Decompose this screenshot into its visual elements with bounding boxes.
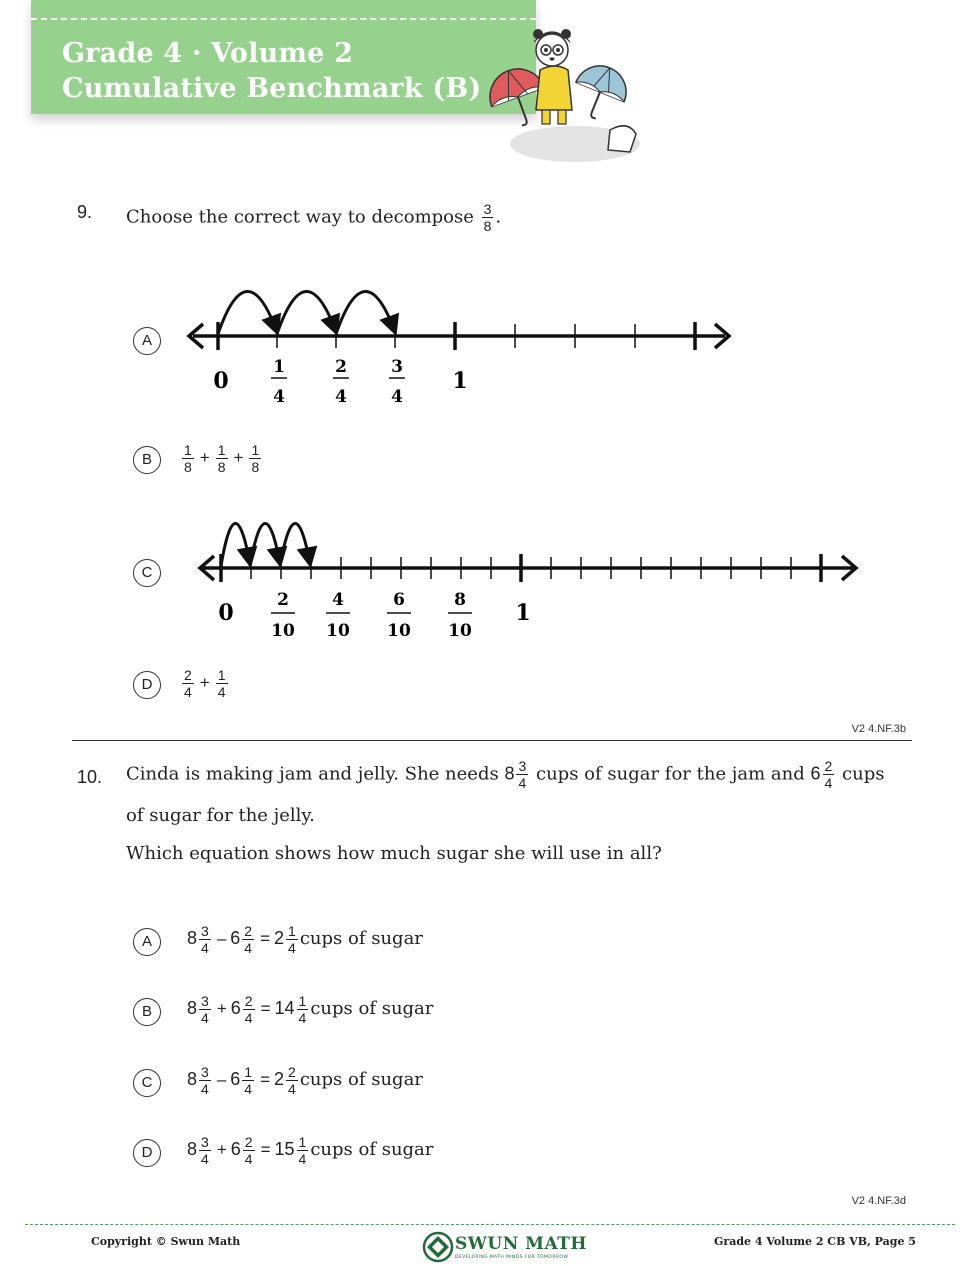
plus-sign: + <box>233 447 244 467</box>
num: 1 <box>298 993 307 1009</box>
label-3-4-num: 3 <box>391 357 403 377</box>
whole: 8 <box>187 997 198 1018</box>
jump-arc-2 <box>277 291 336 334</box>
den: 4 <box>244 1010 253 1026</box>
label-1-4-den: 4 <box>273 387 285 407</box>
q10-choice-b-equation[interactable] <box>187 993 433 1026</box>
q10-text-c: cups <box>842 763 885 785</box>
den: 4 <box>201 1010 209 1026</box>
q9-choice-a-number-line[interactable] <box>185 268 745 418</box>
q9-choice-b-bubble[interactable]: B <box>133 446 161 474</box>
mixed2-fraction <box>823 758 835 791</box>
footer-dashed-line <box>25 1224 955 1225</box>
whole: 6 <box>230 997 241 1018</box>
den: 4 <box>201 1151 209 1167</box>
jump-arc-1 <box>218 291 277 334</box>
title-line-2: Cumulative Benchmark (B) <box>62 73 482 104</box>
footer-logo-tagline: DEVELOPING MATH MINDS FOR TOMORROW <box>455 1255 569 1260</box>
unit: cups of sugar <box>310 997 434 1019</box>
q9-prompt <box>126 201 501 234</box>
equals: = <box>260 928 271 948</box>
page-title <box>62 36 481 106</box>
q9-choice-b-expression[interactable] <box>180 442 263 475</box>
operator: + <box>216 1139 227 1159</box>
q9-number: 9. <box>77 202 93 222</box>
unit: cups of sugar <box>299 1068 423 1090</box>
num: 2 <box>184 667 192 683</box>
label-2-10-num: 2 <box>277 590 289 610</box>
fraction <box>182 667 194 700</box>
equals: = <box>260 1139 271 1159</box>
whole: 2 <box>274 927 285 948</box>
label-zero: 0 <box>218 600 234 626</box>
label-2-4-den: 4 <box>335 387 347 407</box>
q10-line-1 <box>126 758 884 791</box>
whole: 14 <box>274 997 295 1018</box>
fraction <box>243 993 255 1026</box>
den: 4 <box>298 1151 307 1167</box>
den: 4 <box>288 940 296 956</box>
fraction <box>297 1134 309 1167</box>
q10-standard: V2 4.NF.3d <box>851 1195 906 1207</box>
label-2-10-den: 10 <box>271 621 295 641</box>
label-4-10-den: 10 <box>326 621 350 641</box>
den: 8 <box>217 459 226 475</box>
jump-arc-3 <box>336 291 395 334</box>
operator: – <box>216 1069 227 1089</box>
plus-sign: + <box>199 447 210 467</box>
den: 4 <box>201 1081 209 1097</box>
equals: = <box>260 1069 271 1089</box>
label-1-4-num: 1 <box>273 357 285 377</box>
den: 8 <box>251 459 260 475</box>
label-8-10-num: 8 <box>454 590 466 610</box>
label-6-10-den: 10 <box>387 621 411 641</box>
den: 4 <box>184 684 192 700</box>
den: 4 <box>244 1081 253 1097</box>
num: 1 <box>184 442 192 458</box>
title-line-1: Grade 4 · Volume 2 <box>62 38 354 69</box>
den: 4 <box>288 1081 296 1097</box>
num: 1 <box>298 1134 307 1150</box>
q10-line-2: of sugar for the jelly. <box>126 805 315 826</box>
num: 1 <box>288 923 296 939</box>
q9-choice-c-bubble[interactable]: C <box>133 559 161 587</box>
fraction <box>286 1064 298 1097</box>
footer-logo-text: SWUN MATH <box>455 1234 587 1254</box>
fraction <box>297 993 309 1026</box>
fraction <box>182 442 194 475</box>
whole: 6 <box>230 1138 241 1159</box>
fraction <box>199 1064 211 1097</box>
num: 1 <box>244 1064 253 1080</box>
q9-standard: V2 4.NF.3b <box>851 723 906 735</box>
footer-page-info: Grade 4 Volume 2 CB VB, Page 5 <box>714 1235 916 1248</box>
q9-fraction-den: 8 <box>483 218 492 234</box>
tick-group <box>221 554 821 582</box>
label-2-4-num: 2 <box>335 357 347 377</box>
banner-dashed-line <box>31 18 536 20</box>
label-zero: 0 <box>213 368 229 394</box>
den: 8 <box>184 459 192 475</box>
whole: 15 <box>274 1138 295 1159</box>
panda-umbrella-mascot-icon <box>480 22 650 167</box>
operator: + <box>216 998 227 1018</box>
q10-line-3: Which equation shows how much sugar she will use in all? <box>126 843 662 864</box>
fraction <box>216 442 228 475</box>
num: 3 <box>201 1134 209 1150</box>
num: 1 <box>217 442 226 458</box>
q10-text-b: cups of sugar for the jam and <box>536 763 805 785</box>
num: 1 <box>251 442 260 458</box>
q10-choice-d-bubble[interactable]: D <box>133 1139 161 1167</box>
whole: 8 <box>187 1138 198 1159</box>
num: 2 <box>824 758 833 774</box>
label-one: 1 <box>515 600 531 626</box>
operator: – <box>216 928 227 948</box>
q9-choice-a-bubble[interactable]: A <box>133 327 161 355</box>
swun-math-logo-icon <box>422 1231 454 1263</box>
question-divider <box>72 740 912 741</box>
den: 4 <box>201 940 209 956</box>
whole: 8 <box>187 927 198 948</box>
num: 3 <box>201 1064 209 1080</box>
fraction <box>199 923 211 956</box>
jump-arc-2 <box>250 523 280 566</box>
q10-text-a: Cinda is making jam and jelly. She needs <box>126 763 499 785</box>
jump-arc-3 <box>280 523 310 566</box>
num: 2 <box>288 1064 296 1080</box>
num: 3 <box>201 923 209 939</box>
label-8-10-den: 10 <box>448 621 472 641</box>
q9-choice-c-number-line[interactable] <box>190 500 870 650</box>
label-one: 1 <box>452 368 468 394</box>
q9-period: . <box>495 206 502 228</box>
fraction <box>243 1134 255 1167</box>
num: 2 <box>244 993 253 1009</box>
fraction <box>242 1064 254 1097</box>
fraction <box>199 1134 211 1167</box>
num: 2 <box>244 923 253 939</box>
q10-choice-c-bubble[interactable]: C <box>133 1069 161 1097</box>
fraction <box>249 442 261 475</box>
label-4-10-num: 4 <box>332 590 344 610</box>
den: 4 <box>298 1010 307 1026</box>
fraction <box>199 993 211 1026</box>
den: 4 <box>244 1151 253 1167</box>
fraction <box>242 923 254 956</box>
q9-choice-d-expression[interactable] <box>180 667 230 700</box>
fraction <box>286 923 298 956</box>
whole: 6 <box>230 927 241 948</box>
unit: cups of sugar <box>299 927 423 949</box>
q9-fraction <box>482 201 494 234</box>
q9-fraction-num: 3 <box>483 201 492 217</box>
q10-choice-c-equation[interactable] <box>187 1064 423 1097</box>
fraction <box>216 667 228 700</box>
label-3-4-den: 4 <box>391 387 403 407</box>
whole: 8 <box>187 1068 198 1089</box>
jump-arc-1 <box>221 523 250 566</box>
whole: 6 <box>230 1068 241 1089</box>
num: 2 <box>244 1134 253 1150</box>
unit: cups of sugar <box>310 1138 434 1160</box>
num: 3 <box>201 993 209 1009</box>
den: 4 <box>824 775 833 791</box>
q9-prompt-text: Choose the correct way to decompose <box>126 206 474 228</box>
plus-sign: + <box>199 672 210 692</box>
q9-choice-d-bubble[interactable]: D <box>133 671 161 699</box>
mixed2-whole: 6 <box>810 763 821 784</box>
num: 3 <box>518 758 527 774</box>
den: 4 <box>518 775 527 791</box>
q10-number: 10. <box>77 767 103 787</box>
mixed1-fraction <box>516 758 528 791</box>
equals: = <box>260 998 271 1018</box>
q10-choice-a-bubble[interactable]: A <box>133 928 161 956</box>
num: 1 <box>217 667 226 683</box>
den: 4 <box>244 940 253 956</box>
q10-choice-d-equation[interactable] <box>187 1134 433 1167</box>
whole: 2 <box>274 1068 285 1089</box>
q10-choice-a-equation[interactable] <box>187 923 423 956</box>
mixed1-whole: 8 <box>504 763 515 784</box>
footer-copyright: Copyright © Swun Math <box>91 1235 241 1248</box>
q10-choice-b-bubble[interactable]: B <box>133 998 161 1026</box>
den: 4 <box>217 684 226 700</box>
label-6-10-num: 6 <box>393 590 405 610</box>
